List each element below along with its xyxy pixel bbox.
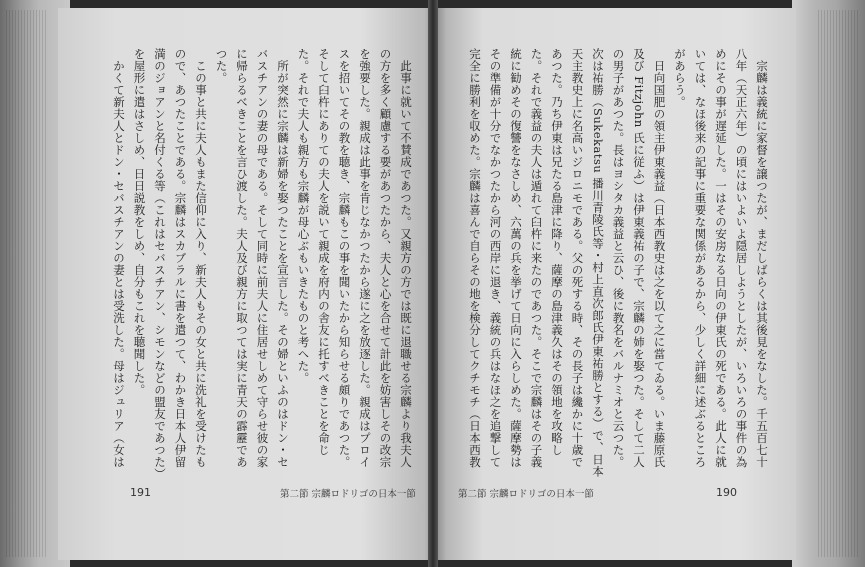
paragraph: 日向国肥の領主伊東義益（日本西教史は之を以て之に當てゐる。いま藤原氏及び Fitzjohn 氏に従ふ）は伊東義祐の子で、宗麟の姉を娶つた。そして二人の男子があつた。長はヨシタカ義益と云ひ、後に教名をバルナミオと云つた。次は祐勝（Sukekatsu 播川青陵氏等・村上直次郎氏伊東祐勝とする）で、日本天主教史上に名高いジロニモである。父の死する時、その長子は纔かに十歳であつた。乃ち伊東は兄たる島津に降り、薩摩の島津義久はその領地を攻略した。それで義益の夫人は遁れて臼杵に来たのであつた。そこで宗麟はその子義統に勧めその復讐をなさしめ、六萬の兵を挙げて日向に入らしめた。薩摩勢はその準備が十分でなかつたから河の西岸に退き、義統の兵はなほ之を追撃して完全に勝利を収めた。宗麟は喜んで自らその地を検分してクチモチ（日本西教 (468, 48, 667, 478)
running-title: 第二節 宗麟ロドリゴの日本一節 (280, 489, 416, 500)
page-number: 191 (130, 486, 151, 499)
paragraph: かくて新夫人とドン・セバスチアンの妻とは受洗した。母はジュリア（女は (112, 59, 126, 468)
left-page (58, 8, 436, 560)
book-gutter (428, 0, 438, 567)
paragraph: 宗麟は義統に家督を譲つたが、まだしばらくは其後見をなした。千五百七十八年（天正六年）の頃にはいよいよ隠居しようとしたが、いろいろの事件の為めにその事が遅延した。一はその安房なる日向の伊東氏の死である。此人に就いては、なほ後来の記事に重要な関係があるから、少しく詳細に述ぶるところがあらう。 (673, 48, 769, 468)
page-number: 190 (716, 486, 737, 499)
right-page (432, 8, 796, 560)
paragraph: 所が突然に宗麟は新婦を娶つたことを宣言した。その婦といふのはドン・セバスチアンの妻の母である。そして同時に前夫人に住居せしめて守らせ彼の家に帰らるべきことを言ひ渡した。夫人及び親方に取つては実に青天の霹靂であつた。 (214, 48, 290, 468)
right-page-text (468, 48, 772, 478)
left-page-text (110, 48, 416, 478)
running-title: 第二節 宗麟ロドリゴの日本一節 (458, 489, 594, 500)
right-book-edge (792, 0, 865, 567)
paragraph: 此事に就いて不賛成であつた。又親方の方では既に退職せる宗麟より我夫人の方を多く顧慮する要があつたから、夫人と心を合せて計此を妨害しその改宗を強要した。親成は此事を肯じなかつたから遂に之を放逐した。親成はプロイスを招いてその教を聴き、宗麟もこの事を聞いたから知らせる頗りであつた。そして臼杵にありての夫人を説いて親成を府内の舎友に托すべきことを命じた。それで夫人も親方も宗麟が母心ぶもいきたものと考へた。 (296, 48, 413, 468)
paragraph: この事と共に夫人もまた信仰に入り、新夫人もその女と共に洗礼を受けたもので、あつたことである。宗麟はスカブラルに書を遣つて、わかき日本人伊留満のジョアンと名付くる等（これはセバスチアン、シモンなどの盟友であつた）を屋形に遣はさしめ、日日説教をしめ、自分もこれを聴聞した。 (132, 48, 208, 475)
